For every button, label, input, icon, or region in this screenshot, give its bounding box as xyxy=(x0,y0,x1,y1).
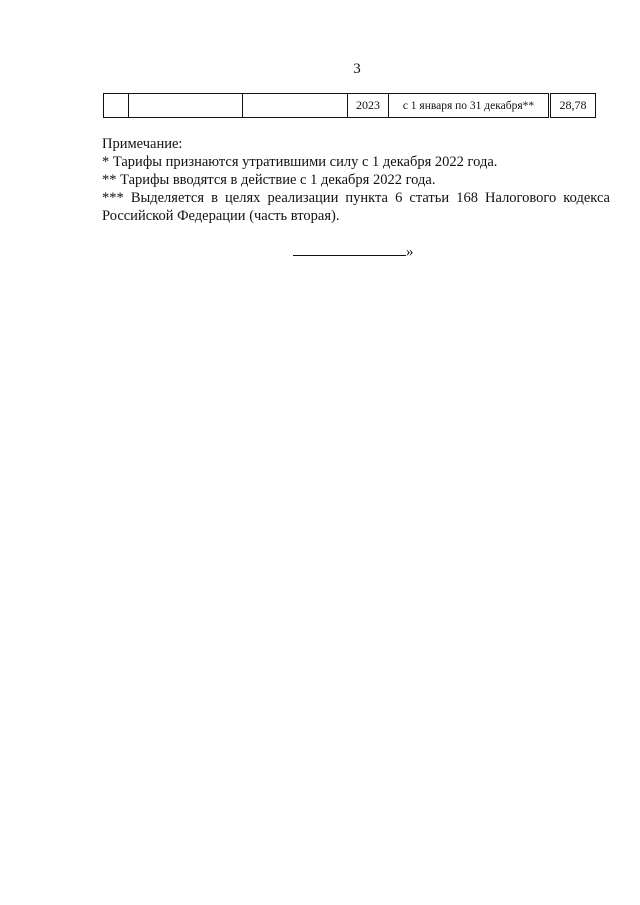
notes-heading: Примечание: xyxy=(102,136,183,152)
tariff-table xyxy=(103,93,596,118)
note-item: *** Выделяется в целях реализации пункта 6 статьи 168 Налогового кодекса Российской Федерации (часть вторая). xyxy=(102,190,610,224)
page-number: 3 xyxy=(353,61,361,77)
table-cell-value: 28,78 xyxy=(550,94,596,118)
table-cell-year: 2023 xyxy=(348,94,389,118)
table-cell-empty xyxy=(129,94,243,118)
closing-quote-mark: » xyxy=(406,244,414,260)
table-cell-empty xyxy=(104,94,129,118)
table-cell-period: с 1 января по 31 декабря** xyxy=(389,94,550,118)
note-item: ** Тарифы вводятся в действие с 1 декабря 2022 года. xyxy=(102,172,436,188)
closing-line xyxy=(293,241,414,261)
note-item: * Тарифы признаются утратившими силу с 1 декабря 2022 года. xyxy=(102,154,498,170)
notes-section xyxy=(102,135,610,225)
table-row xyxy=(104,94,596,118)
signature-underline xyxy=(293,241,406,256)
table-cell-empty xyxy=(243,94,348,118)
